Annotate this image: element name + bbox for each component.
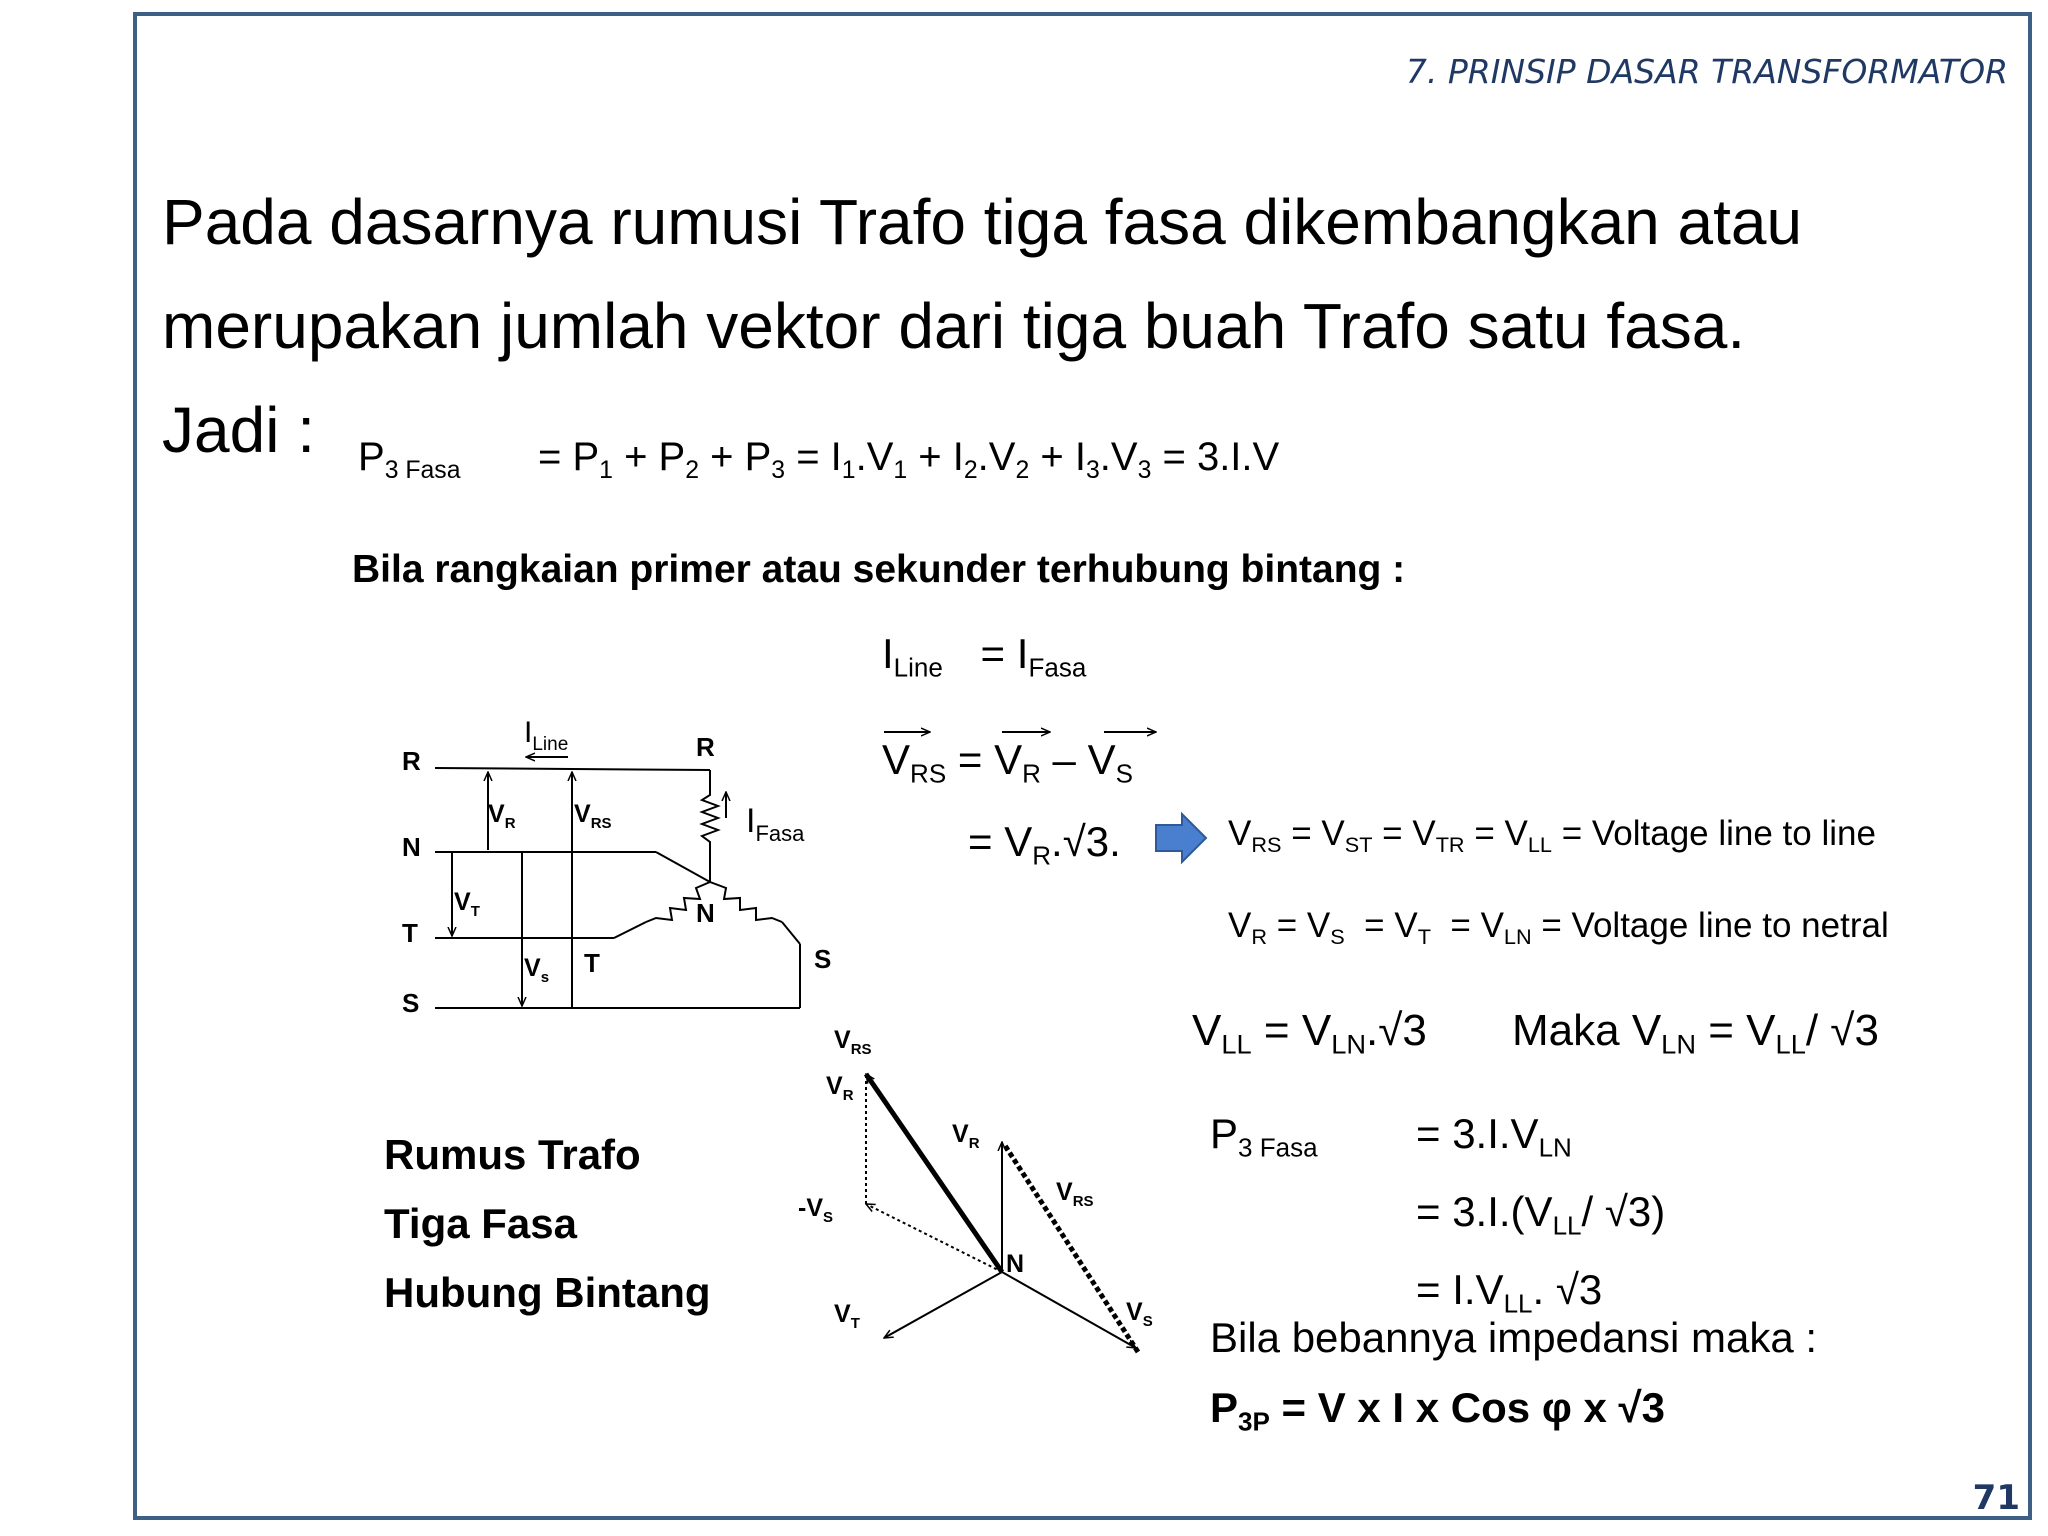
current-relation: $I_{Line} = I_{Fasa}$ — [882, 630, 1087, 683]
phasor-vrs-right: $V_{RS}$ — [1056, 1178, 1094, 1210]
label-R-node: R — [696, 732, 715, 762]
label-N-node: N — [696, 898, 715, 928]
label-ifasa: $I_{Fasa}$ — [746, 802, 805, 846]
intro-line-1: Pada dasarnya rumusi Trafo tiga fasa dikembangkan atau — [162, 186, 1803, 258]
label-vs: $V_s$ — [524, 954, 550, 986]
label-R: R — [402, 746, 421, 776]
power-equation-rhs: = $P_1 + P_2 + P_3 = I_1.V_1 + I_2.V_2 + I_3.V_3 = 3.I.V$ — [538, 435, 1280, 484]
circuit-labels — [402, 732, 831, 1018]
page-number: 71 — [1972, 1478, 2020, 1518]
label-vt: $V_T$ — [454, 888, 480, 920]
line-to-line-relation: $V_{RS} = V_{ST} = V_{TR} = V_{LL}$ = Voltage line to line — [1228, 814, 1876, 857]
power-equation-lhs: $P_{3 Fasa}$ — [358, 435, 461, 484]
label-N: N — [402, 832, 421, 862]
label-iline: $I_{Line}$ — [524, 716, 569, 755]
label-S: S — [402, 988, 420, 1018]
phasor-minus-vs: $-V_S$ — [798, 1194, 834, 1226]
impedance-text: Bila bebannya impedansi maka : — [1210, 1314, 1818, 1361]
phasor-vt: $V_T$ — [834, 1300, 860, 1332]
maka-relation: Maka $V_{LN} = V_{LL}/$ √3 — [1512, 1006, 1879, 1060]
p3-lhs: $P_{3 Fasa}$ — [1210, 1110, 1318, 1163]
rumus-label: Rumus Trafo Tiga Fasa Hubung Bintang — [384, 1131, 711, 1316]
sqrt-relation: = $V_R.√3$. — [968, 818, 1121, 871]
label-S-node: S — [814, 944, 832, 974]
phasor-n: N — [1006, 1250, 1025, 1278]
phasor-vr-left: $V_R$ — [826, 1072, 854, 1104]
label-T-node: T — [584, 948, 600, 978]
vector-relation: $V_{RS} = V_R - V_S$ — [882, 736, 1133, 789]
phasor-diagram — [866, 1074, 1138, 1352]
p3-line-2: = $3.I.(V_{LL}/$ √3) — [1416, 1188, 1666, 1241]
phasor-vr-mid: $V_R$ — [952, 1120, 980, 1152]
p3-line-3: = $I.V_{LL}$. √3 — [1416, 1266, 1603, 1319]
label-vrs: $V_{RS}$ — [574, 800, 612, 832]
vll-relation: $V_{LL} = V_{LN}.√3$ — [1192, 1006, 1427, 1060]
phasor-vrs-top: $V_{RS}$ — [834, 1026, 872, 1058]
p3-line-1: = $3.I.V_{LN}$ — [1416, 1110, 1572, 1163]
phasor-vs: $V_S$ — [1126, 1298, 1153, 1330]
intro-line-3: Jadi : — [162, 394, 315, 466]
impedance-formula: $P_{3P} = V$ x I x Cos φ x √3 — [1210, 1384, 1665, 1437]
star-heading: Bila rangkaian primer atau sekunder terhubung bintang : — [352, 548, 1406, 591]
label-vr: $V_R$ — [488, 800, 516, 832]
right-arrow-icon — [1156, 814, 1206, 862]
star-circuit — [435, 757, 800, 1008]
intro-line-2: merupakan jumlah vektor dari tiga buah Trafo satu fasa. — [162, 290, 1746, 362]
label-T: T — [402, 918, 418, 948]
line-to-netral-relation: $V_R = V_S = V_T = V_{LN}$ = Voltage line to netral — [1228, 906, 1889, 949]
section-title: 7. PRINSIP DASAR TRANSFORMATOR — [1405, 52, 2008, 91]
